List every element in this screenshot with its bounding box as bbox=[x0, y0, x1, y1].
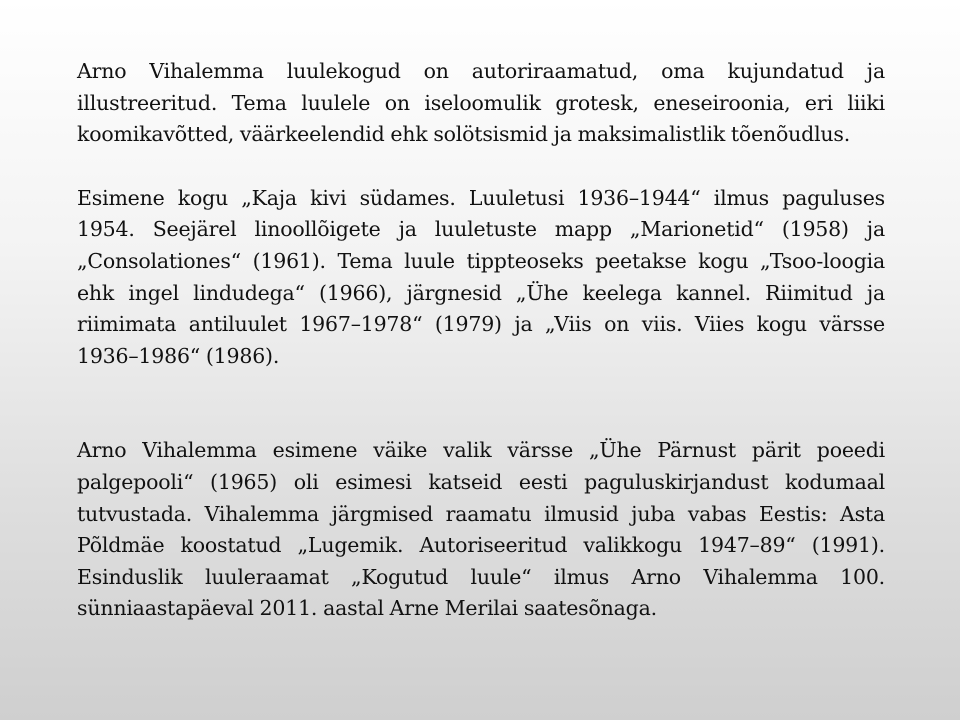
paragraph-homeland-publications: Arno Vihalemma esimene väike valik värsse „Ühe Pärnust pärit poeedi palgepooli“ (1965) oli esimesi katseid eesti paguluskirjandust kodumaal tutvustada. Vihalemma järgmised raamatu ilmusid juba vabas Eestis: Asta Põldmäe koostatud „Lugemik. Autoriseeritud valikkogu 1947–89“ (1991). Esinduslik luuleraamat „Kogutud luule“ ilmus Arno Vihalemma 100. sünniaastapäeval 2011. aastal Arne Merilai saatesõnaga. bbox=[77, 438, 885, 621]
slide-text-box bbox=[77, 56, 885, 625]
paragraph-exile-collections: Esimene kogu „Kaja kivi südames. Luuletusi 1936–1944“ ilmus paguluses 1954. Seejärel linoollõigete ja luuletuste mapp „Marionetid“ (1958) ja „Consolationes“ (1961). Tema luule tippteoseks peetakse kogu „Tsoo-loogia ehk ingel lindudega“ (1966), järgnesid „Ühe keelega kannel. Riimitud ja riimimata antiluulet 1967–1978“ (1979) ja „Viis on viis. Viies kogu värsse 1936–1986“ (1986). bbox=[77, 185, 885, 368]
paragraph-poetry-character: Arno Vihalemma luulekogud on autoriraamatud, oma kujundatud ja illustreeritud. Tema luulele on iseloomulik grotesk, eneseiroonia, eri liiki koomikavõtted, väärkeelendid ehk solötsismid ja maksimalistlik tõenõudlus. bbox=[77, 59, 885, 147]
